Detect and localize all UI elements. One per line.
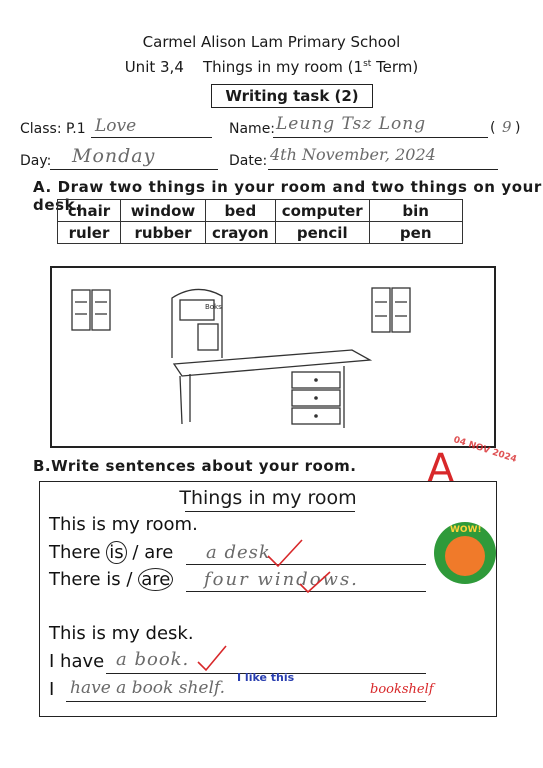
unit-topic: [0, 58, 543, 76]
word-table: [57, 199, 463, 244]
sticker-label: WOW!: [450, 525, 482, 535]
grade-mark: A: [427, 446, 455, 492]
word-cell: computer: [275, 200, 369, 222]
tick-mark: [268, 540, 302, 566]
word-cell: bin: [369, 200, 462, 222]
answer-5: a book.: [116, 649, 190, 670]
day-line: [50, 169, 218, 170]
word-cell: chair: [58, 200, 121, 222]
section-b-box: [39, 481, 497, 717]
choice-is: is: [106, 541, 126, 564]
answer-line: [66, 701, 426, 702]
answer-6: have a book shelf.: [70, 678, 226, 698]
word-cell: window: [121, 200, 206, 222]
word-row: [58, 222, 463, 244]
date-value: 4th November, 2024: [270, 145, 436, 164]
answer-2: a desk: [206, 542, 271, 563]
drawer-knob: [314, 414, 318, 418]
word-cell: ruler: [58, 222, 121, 244]
title-underline: [185, 511, 355, 512]
drawing-box: [50, 266, 496, 448]
sentence-2-end: / are: [132, 542, 174, 563]
day-label: Day:: [20, 153, 52, 169]
drawer-knob: [314, 396, 318, 400]
section-b-heading: B.Write sentences about your room.: [33, 457, 357, 475]
name-line: [273, 137, 488, 138]
answer-line: [186, 591, 426, 592]
school-name: Carmel Alison Lam Primary School: [142, 33, 401, 51]
choice-are: are: [138, 568, 173, 591]
sentence-5: I have: [49, 651, 105, 672]
word-cell: rubber: [121, 222, 206, 244]
day-value: Monday: [72, 145, 156, 167]
word-cell: pen: [369, 222, 462, 244]
sentence-3-start: There is /: [49, 569, 133, 590]
sentence-3: [49, 569, 173, 590]
number-value: 9: [502, 118, 512, 136]
tiger-face: [445, 536, 485, 576]
class-value: Love: [95, 116, 137, 136]
drawing-label: Boks: [205, 303, 222, 311]
tick-mark: [198, 646, 226, 670]
date-stamp: 04 NOV 2024: [452, 435, 518, 465]
number-open: (: [490, 120, 496, 136]
task-title: Writing task (2): [225, 87, 359, 105]
section-b-title: Things in my room: [179, 487, 357, 509]
date-line: [268, 169, 498, 170]
topic-label: Things in my room (1: [202, 58, 364, 76]
word-row: [58, 200, 463, 222]
topic-end: Term): [371, 58, 419, 76]
sentence-4: This is my desk.: [49, 623, 194, 644]
sentence-2: [49, 542, 173, 563]
class-line: [91, 137, 212, 138]
sentence-6: I: [49, 679, 55, 700]
section-a-heading: A. Draw two things in your room and two things on your desk.: [33, 178, 542, 214]
word-cell: pencil: [275, 222, 369, 244]
unit-label: Unit 3,4: [124, 58, 184, 76]
word-cell: crayon: [206, 222, 276, 244]
sentence-2-start: There: [49, 542, 101, 563]
date-label: Date:: [229, 153, 268, 169]
name-label: Name:: [229, 121, 276, 137]
topic-sup: st: [363, 59, 372, 69]
teacher-correction: bookshelf: [370, 682, 434, 697]
answer-line: [186, 564, 426, 565]
answer-3: four windows.: [204, 569, 359, 590]
drawer-knob: [314, 378, 318, 382]
sentence-1: This is my room.: [49, 514, 198, 535]
number-close: ): [515, 120, 521, 136]
teacher-comment: I like this: [237, 671, 295, 684]
word-cell: bed: [206, 200, 276, 222]
room-drawing: [52, 268, 494, 446]
wow-sticker: [434, 522, 496, 584]
class-label: Class: P.1: [20, 121, 86, 137]
task-title-box: [211, 84, 373, 108]
name-value: Leung Tsz Long: [276, 114, 427, 134]
